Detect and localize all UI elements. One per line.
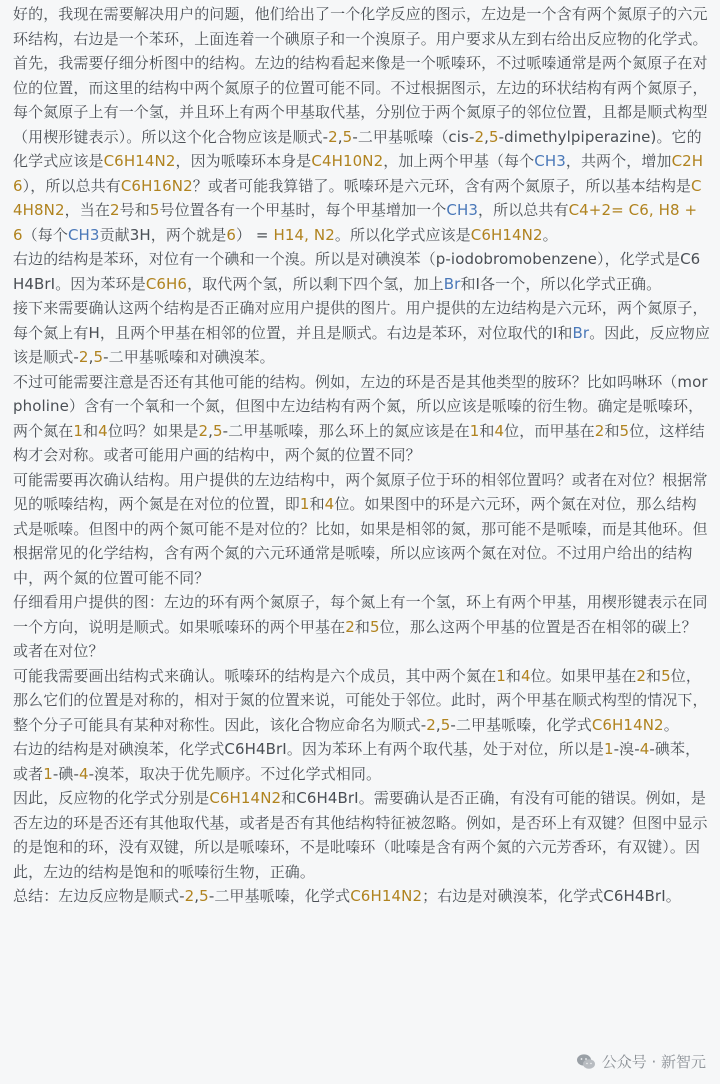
watermark-text: 公众号 · 新智元	[601, 1053, 706, 1071]
text-segment: 总结：左边反应物是顺式-	[13, 887, 185, 905]
text-segment: -溴苯，取决于优先顺序。不过化学式相同。	[88, 764, 382, 783]
number-highlight: 2	[426, 715, 436, 734]
text-segment: -二甲基哌嗪，化学式	[450, 715, 592, 734]
text-segment: 不过可能需要注意是否还有其他可能的结构。例如，左边的环是否是其他类型的胺环？比如吗啉环（morpholine）含有一个氧和一个氮，但图中左边结构有两个氮，所以应该是哌嗪的衍生物。确定是哌嗪环，两个氮在	[13, 372, 708, 440]
formula-highlight: C4+2= C6, H8 + 6	[13, 201, 698, 244]
number-highlight: 1	[469, 421, 480, 440]
text-segment: 和	[83, 421, 99, 440]
text-segment: -二甲基哌嗪，化学式	[208, 887, 351, 905]
number-highlight: 2	[474, 127, 485, 146]
formula-highlight: C6H14N2	[103, 152, 176, 170]
text-segment: ，加上两个甲基（每个	[383, 152, 535, 170]
text-segment: 可能需要再次确认结构。用户提供的左边结构中，两个氮原子位于环的相邻位置吗？或者在对位？根据常见的哌嗪结构，两个氮是在对位的位置，即	[13, 470, 708, 513]
number-highlight: 5	[212, 421, 223, 440]
paragraph	[13, 884, 710, 909]
text-segment: 号位置各有一个甲基时，每个甲基增加一个	[159, 201, 447, 219]
number-highlight: 5	[489, 127, 499, 146]
text-segment: ，因为哌嗪环本身是	[175, 152, 312, 170]
text-segment: 号和	[119, 201, 150, 219]
text-segment: 和	[309, 495, 325, 513]
number-highlight: 4	[520, 666, 531, 685]
text-segment: ，当在	[64, 201, 110, 219]
text-segment: 因此，反应物的化学式分别是	[13, 789, 210, 807]
text-segment: 仔细看用户提供的图：左边的环有两个氮原子，每个氮上有一个氢，环上有两个甲基，用楔形键表示在同一个方向，说明是顺式。如果哌嗪环的两个甲基在	[13, 593, 708, 636]
text-segment: -二甲基哌嗪，那么环上的氮应该是在	[222, 421, 470, 440]
number-highlight: 4	[494, 421, 505, 440]
text-segment: ,	[194, 887, 200, 905]
number-highlight: 5	[661, 666, 671, 685]
text-segment: 和	[479, 421, 495, 440]
paragraph	[13, 247, 710, 296]
token-highlight: CH3	[67, 225, 100, 244]
text-segment: ，取代两个氢，所以剩下四个氢，加上	[187, 274, 444, 293]
formula-highlight: C6H14N2	[591, 715, 664, 734]
text-segment: ；右边是对碘溴苯，化学式C6H4BrI。	[422, 887, 681, 905]
formula-highlight: C4H8N2	[13, 176, 702, 219]
paragraph	[13, 51, 710, 247]
number-highlight: 4	[98, 421, 108, 440]
text-segment: 位。如果甲基在	[530, 666, 637, 685]
text-segment: 接下来需要确认这两个结构是否正确对应用户提供的图片。用户提供的左边结构是六元环，两个氮原子，每个氮上有H，且两个甲基在相邻的位置，并且是顺式。右边是苯环，对位取代的I和	[13, 299, 708, 342]
text-segment: 位。如果图中的环是六元环，两个氮在对位，那么结构式是哌嗪。但图中的两个氮可能不是对位的？比如，如果是相邻的氮，那可能不是哌嗪，而是其他环。但根据常见的化学结构，含有两个氮的六元环通常是哌嗪，所以应该两个氮在对位。不过用户给出的结构中，两个氮的位置可能不同？	[13, 495, 708, 587]
text-segment: （每个	[22, 225, 68, 244]
text-segment: 贡献3H，两个就是	[99, 225, 227, 244]
text-segment: 首先，我需要仔细分析图中的结构。左边的结构看起来像是一个哌嗪环，不过哌嗪通常是两个氮原子在对位的位置，而这里的结构中两个氮原子的位置可能不同。不过根据图示，左边的环状结构有两个氮原子，每个氮原子上有一个氢，并且环上有两个甲基取代基，分别位于两个氮原子的邻位位置，且都是顺式构型（用楔形键表示）。所以这个化合物应该是顺式-	[13, 54, 708, 146]
watermark	[576, 1051, 706, 1072]
text-segment: -二甲基哌嗪和对碘溴苯。	[103, 348, 275, 366]
text-segment: ,	[435, 715, 441, 734]
token-highlight: CH3	[534, 152, 566, 170]
paragraph	[13, 296, 710, 370]
text-segment: ,	[208, 421, 213, 440]
number-highlight: 1	[603, 740, 614, 758]
number-highlight: 6	[226, 225, 236, 244]
formula-highlight: C6H14N2	[470, 225, 543, 244]
number-highlight: 2	[198, 421, 209, 440]
paragraph	[13, 664, 710, 738]
text-segment: 和	[604, 421, 620, 440]
paragraph	[13, 590, 710, 664]
text-segment: 和C6H4BrI。需要确认是否正确，有没有可能的错误。例如，是否左边的环是否还有其他取代基，或者是否有其他结构特征被忽略。例如，是否环上有双键？但图中显示的是饱和的环，没有双键，所以是哌嗪环，不是吡嗪环（吡嗪是含有两个氮的六元芳香环，有双键）。因此，左边的结构是饱和的哌嗪衍生物，正确。	[13, 789, 708, 881]
text-segment: -二甲基哌嗪（cis-	[352, 127, 475, 146]
text-segment: 右边的结构是苯环，对位有一个碘和一个溴。所以是对碘溴苯（p-iodobromobenzene），化学式是C6H4BrI。因为苯环是	[13, 250, 701, 293]
paragraph	[13, 786, 710, 884]
formula-highlight: H14, N2	[273, 225, 335, 244]
text-segment: 和I各一个，所以化学式正确。	[460, 274, 662, 293]
formula-highlight: C6H6	[145, 274, 188, 293]
paragraph	[13, 737, 710, 786]
text-segment: -碘苯，或者	[13, 740, 701, 783]
text-segment: -碘-	[52, 764, 79, 783]
text-segment: ,	[337, 127, 343, 146]
number-highlight: 1	[73, 421, 84, 440]
text-segment: ） =	[235, 225, 274, 244]
number-highlight: 2	[184, 887, 195, 905]
number-highlight: 4	[639, 740, 650, 758]
formula-highlight: C6H16N2	[120, 176, 193, 195]
number-highlight: 2	[594, 421, 605, 440]
number-highlight: 2	[345, 617, 355, 636]
text-segment: 位，而甲基在	[504, 421, 595, 440]
number-highlight: 5	[342, 127, 353, 146]
token-highlight: CH3	[446, 201, 478, 219]
number-highlight: 2	[78, 348, 89, 366]
number-highlight: 5	[93, 348, 104, 366]
text-segment: 位，这样结构才会对称。或者可能用户画的结构中，两个氮的位置不同？	[13, 421, 705, 464]
wechat-icon	[576, 1053, 596, 1071]
text-segment: -dimethylpiperazine)。它的化学式应该是	[13, 127, 702, 170]
text-segment: 和	[505, 666, 521, 685]
text-segment: 位吗？如果是	[107, 421, 199, 440]
number-highlight: 5	[199, 887, 209, 905]
number-highlight: 2	[328, 127, 338, 146]
number-highlight: 2	[636, 666, 646, 685]
text-segment: 右边的结构是对碘溴苯，化学式C6H4BrI。因为苯环上有两个取代基，处于对位，所以是	[13, 740, 604, 758]
text-segment: ,	[88, 348, 94, 366]
number-highlight: 1	[43, 764, 53, 783]
number-highlight: 4	[79, 764, 89, 783]
paragraph	[13, 370, 710, 468]
number-highlight: 1	[299, 495, 310, 513]
text-segment: ，共两个，增加	[565, 152, 672, 170]
text-segment: 。	[663, 715, 679, 734]
formula-highlight: C6H14N2	[209, 789, 282, 807]
text-segment: ,	[484, 127, 489, 146]
text-segment: 和	[645, 666, 662, 685]
text-segment: 。因此，反应物应该是顺式-	[13, 323, 710, 366]
number-highlight: 5	[369, 617, 380, 636]
formula-highlight: C6H14N2	[350, 887, 423, 905]
text-segment: ，所以总共有	[477, 201, 569, 219]
text-segment: 位，那么这两个甲基的位置是否在相邻的碳上？或者在对位？	[13, 617, 697, 660]
text-segment: 和	[354, 617, 370, 636]
number-highlight: 5	[440, 715, 451, 734]
number-highlight: 2	[109, 201, 120, 219]
token-highlight: Br	[443, 274, 461, 293]
text-segment: -溴-	[613, 740, 640, 758]
text-segment: ？或者可能我算错了。哌嗪环是六元环，含有两个氮原子，所以基本结构是	[192, 176, 692, 195]
number-highlight: 5	[149, 201, 160, 219]
text-segment: 好的，我现在需要解决用户的问题，他们给出了一个化学反应的图示，左边是一个含有两个氮原子的六元环结构，右边是一个苯环，上面连着一个碘原子和一个溴原子。用户要求从左到右给出反应物的化学式。	[13, 5, 708, 48]
paragraph	[13, 468, 710, 591]
number-highlight: 5	[619, 421, 630, 440]
token-highlight: Br	[572, 323, 590, 342]
text-segment: 。	[542, 225, 558, 244]
number-highlight: 4	[324, 495, 335, 513]
text-segment: 。所以化学式应该是	[334, 225, 471, 244]
text-segment: ），所以总共有	[22, 176, 121, 195]
number-highlight: 1	[496, 666, 506, 685]
paragraph	[13, 2, 710, 51]
text-segment: 可能我需要画出结构式来确认。哌嗪环的结构是六个成员，其中两个氮在	[13, 666, 497, 685]
formula-highlight: C2H6	[13, 152, 704, 195]
text-segment: 位，那么它们的位置是对称的，相对于氮的位置来说，可能处于邻位。此时，两个甲基在顺式构型的情况下，整个分子可能具有某种对称性。因此，该化合物应命名为顺式-	[13, 666, 708, 734]
formula-highlight: C4H10N2	[311, 152, 384, 170]
